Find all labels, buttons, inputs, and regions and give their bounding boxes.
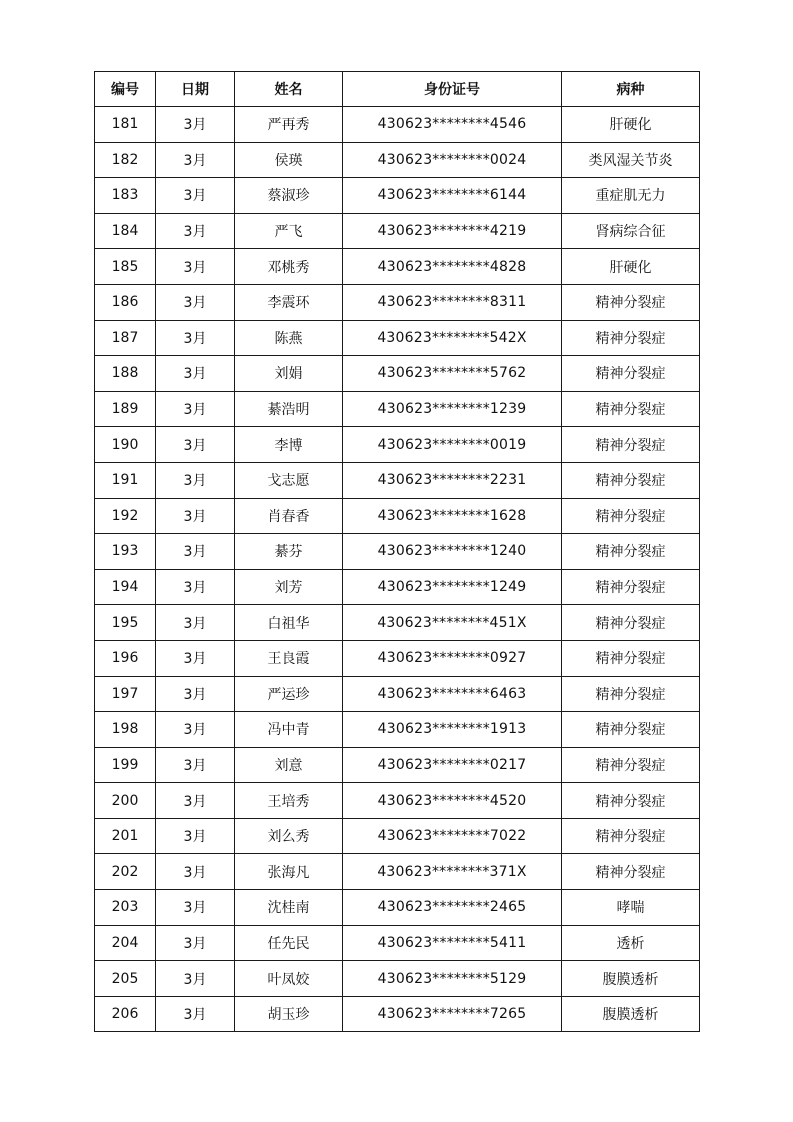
cell-id-number: 430623********6463 xyxy=(343,676,562,712)
cell-name: 刘芳 xyxy=(235,569,343,605)
cell-disease: 精神分裂症 xyxy=(562,818,700,854)
cell-disease: 腹膜透析 xyxy=(562,996,700,1032)
table-row xyxy=(95,391,700,427)
cell-name: 侯瑛 xyxy=(235,142,343,178)
cell-id-number: 430623********4520 xyxy=(343,783,562,819)
cell-disease: 精神分裂症 xyxy=(562,676,700,712)
cell-id-number: 430623********7022 xyxy=(343,818,562,854)
cell-number: 197 xyxy=(95,676,156,712)
table-row xyxy=(95,462,700,498)
header-name: 姓名 xyxy=(235,72,343,107)
cell-disease: 精神分裂症 xyxy=(562,284,700,320)
cell-name: 陈燕 xyxy=(235,320,343,356)
cell-disease: 类风湿关节炎 xyxy=(562,142,700,178)
cell-name: 严飞 xyxy=(235,213,343,249)
table-row xyxy=(95,640,700,676)
cell-number: 185 xyxy=(95,249,156,285)
cell-disease: 精神分裂症 xyxy=(562,391,700,427)
cell-disease: 精神分裂症 xyxy=(562,640,700,676)
cell-name: 冯中青 xyxy=(235,712,343,748)
cell-id-number: 430623********1913 xyxy=(343,712,562,748)
cell-disease: 精神分裂症 xyxy=(562,783,700,819)
cell-date: 3月 xyxy=(156,676,235,712)
header-disease: 病种 xyxy=(562,72,700,107)
cell-date: 3月 xyxy=(156,569,235,605)
header-number: 编号 xyxy=(95,72,156,107)
cell-date: 3月 xyxy=(156,818,235,854)
cell-name: 李震环 xyxy=(235,284,343,320)
table-header xyxy=(95,72,700,107)
cell-number: 202 xyxy=(95,854,156,890)
cell-date: 3月 xyxy=(156,427,235,463)
cell-number: 189 xyxy=(95,391,156,427)
table-row xyxy=(95,249,700,285)
table-row xyxy=(95,427,700,463)
cell-date: 3月 xyxy=(156,890,235,926)
cell-disease: 精神分裂症 xyxy=(562,569,700,605)
cell-number: 194 xyxy=(95,569,156,605)
cell-disease: 精神分裂症 xyxy=(562,605,700,641)
table-row xyxy=(95,818,700,854)
table-row xyxy=(95,178,700,214)
table-row xyxy=(95,534,700,570)
cell-date: 3月 xyxy=(156,391,235,427)
cell-id-number: 430623********0024 xyxy=(343,142,562,178)
table-row xyxy=(95,569,700,605)
header-row xyxy=(95,72,700,107)
cell-disease: 精神分裂症 xyxy=(562,498,700,534)
cell-name: 严再秀 xyxy=(235,107,343,143)
cell-name: 邓桃秀 xyxy=(235,249,343,285)
cell-date: 3月 xyxy=(156,712,235,748)
cell-id-number: 430623********4828 xyxy=(343,249,562,285)
cell-number: 186 xyxy=(95,284,156,320)
cell-date: 3月 xyxy=(156,356,235,392)
cell-date: 3月 xyxy=(156,854,235,890)
cell-number: 187 xyxy=(95,320,156,356)
cell-disease: 精神分裂症 xyxy=(562,427,700,463)
cell-disease: 精神分裂症 xyxy=(562,462,700,498)
cell-number: 203 xyxy=(95,890,156,926)
table-row xyxy=(95,783,700,819)
header-date: 日期 xyxy=(156,72,235,107)
cell-date: 3月 xyxy=(156,178,235,214)
cell-date: 3月 xyxy=(156,249,235,285)
cell-id-number: 430623********5762 xyxy=(343,356,562,392)
table-body xyxy=(95,107,700,1032)
cell-date: 3月 xyxy=(156,284,235,320)
table-row xyxy=(95,996,700,1032)
cell-disease: 肝硬化 xyxy=(562,249,700,285)
cell-name: 胡玉珍 xyxy=(235,996,343,1032)
cell-number: 191 xyxy=(95,462,156,498)
cell-number: 184 xyxy=(95,213,156,249)
cell-name: 綦芬 xyxy=(235,534,343,570)
table-row xyxy=(95,712,700,748)
cell-number: 181 xyxy=(95,107,156,143)
cell-id-number: 430623********6144 xyxy=(343,178,562,214)
cell-id-number: 430623********5411 xyxy=(343,925,562,961)
cell-name: 任先民 xyxy=(235,925,343,961)
cell-name: 刘意 xyxy=(235,747,343,783)
cell-number: 204 xyxy=(95,925,156,961)
cell-disease: 重症肌无力 xyxy=(562,178,700,214)
cell-number: 183 xyxy=(95,178,156,214)
cell-name: 张海凡 xyxy=(235,854,343,890)
cell-name: 李博 xyxy=(235,427,343,463)
cell-number: 205 xyxy=(95,961,156,997)
table-row xyxy=(95,142,700,178)
cell-id-number: 430623********8311 xyxy=(343,284,562,320)
cell-name: 蔡淑珍 xyxy=(235,178,343,214)
cell-number: 200 xyxy=(95,783,156,819)
cell-id-number: 430623********0217 xyxy=(343,747,562,783)
table-row xyxy=(95,854,700,890)
cell-disease: 精神分裂症 xyxy=(562,712,700,748)
cell-number: 196 xyxy=(95,640,156,676)
cell-disease: 精神分裂症 xyxy=(562,356,700,392)
cell-date: 3月 xyxy=(156,747,235,783)
cell-id-number: 430623********2465 xyxy=(343,890,562,926)
cell-disease: 哮喘 xyxy=(562,890,700,926)
cell-date: 3月 xyxy=(156,320,235,356)
cell-id-number: 430623********1628 xyxy=(343,498,562,534)
cell-id-number: 430623********1240 xyxy=(343,534,562,570)
cell-date: 3月 xyxy=(156,925,235,961)
table-row xyxy=(95,605,700,641)
cell-name: 刘么秀 xyxy=(235,818,343,854)
cell-disease: 精神分裂症 xyxy=(562,534,700,570)
cell-id-number: 430623********1249 xyxy=(343,569,562,605)
cell-number: 192 xyxy=(95,498,156,534)
cell-disease: 精神分裂症 xyxy=(562,320,700,356)
cell-id-number: 430623********4219 xyxy=(343,213,562,249)
cell-number: 193 xyxy=(95,534,156,570)
cell-date: 3月 xyxy=(156,640,235,676)
cell-name: 刘娟 xyxy=(235,356,343,392)
table-row xyxy=(95,107,700,143)
cell-id-number: 430623********0927 xyxy=(343,640,562,676)
cell-name: 戈志愿 xyxy=(235,462,343,498)
cell-name: 严运珍 xyxy=(235,676,343,712)
table-row xyxy=(95,356,700,392)
cell-disease: 透析 xyxy=(562,925,700,961)
cell-date: 3月 xyxy=(156,961,235,997)
table-row xyxy=(95,890,700,926)
cell-id-number: 430623********5129 xyxy=(343,961,562,997)
cell-name: 沈桂南 xyxy=(235,890,343,926)
cell-date: 3月 xyxy=(156,996,235,1032)
cell-date: 3月 xyxy=(156,142,235,178)
cell-id-number: 430623********542X xyxy=(343,320,562,356)
cell-disease: 腹膜透析 xyxy=(562,961,700,997)
cell-number: 188 xyxy=(95,356,156,392)
cell-number: 190 xyxy=(95,427,156,463)
cell-id-number: 430623********7265 xyxy=(343,996,562,1032)
table-row xyxy=(95,498,700,534)
table-row xyxy=(95,213,700,249)
cell-name: 綦浩明 xyxy=(235,391,343,427)
cell-disease: 精神分裂症 xyxy=(562,747,700,783)
cell-date: 3月 xyxy=(156,498,235,534)
cell-disease: 肾病综合征 xyxy=(562,213,700,249)
cell-name: 王良霞 xyxy=(235,640,343,676)
table-row xyxy=(95,676,700,712)
cell-id-number: 430623********2231 xyxy=(343,462,562,498)
table-row xyxy=(95,925,700,961)
cell-number: 182 xyxy=(95,142,156,178)
cell-name: 白祖华 xyxy=(235,605,343,641)
cell-number: 201 xyxy=(95,818,156,854)
cell-date: 3月 xyxy=(156,462,235,498)
cell-number: 206 xyxy=(95,996,156,1032)
cell-disease: 精神分裂症 xyxy=(562,854,700,890)
patient-table xyxy=(94,71,700,1032)
cell-id-number: 430623********451X xyxy=(343,605,562,641)
header-id-number: 身份证号 xyxy=(343,72,562,107)
cell-name: 肖春香 xyxy=(235,498,343,534)
cell-date: 3月 xyxy=(156,213,235,249)
table-row xyxy=(95,961,700,997)
cell-date: 3月 xyxy=(156,534,235,570)
table-row xyxy=(95,747,700,783)
cell-date: 3月 xyxy=(156,605,235,641)
cell-number: 199 xyxy=(95,747,156,783)
cell-id-number: 430623********4546 xyxy=(343,107,562,143)
table-row xyxy=(95,320,700,356)
cell-id-number: 430623********0019 xyxy=(343,427,562,463)
cell-date: 3月 xyxy=(156,783,235,819)
table-row xyxy=(95,284,700,320)
cell-name: 叶凤姣 xyxy=(235,961,343,997)
cell-date: 3月 xyxy=(156,107,235,143)
cell-number: 198 xyxy=(95,712,156,748)
cell-disease: 肝硬化 xyxy=(562,107,700,143)
cell-name: 王培秀 xyxy=(235,783,343,819)
cell-id-number: 430623********371X xyxy=(343,854,562,890)
cell-id-number: 430623********1239 xyxy=(343,391,562,427)
cell-number: 195 xyxy=(95,605,156,641)
